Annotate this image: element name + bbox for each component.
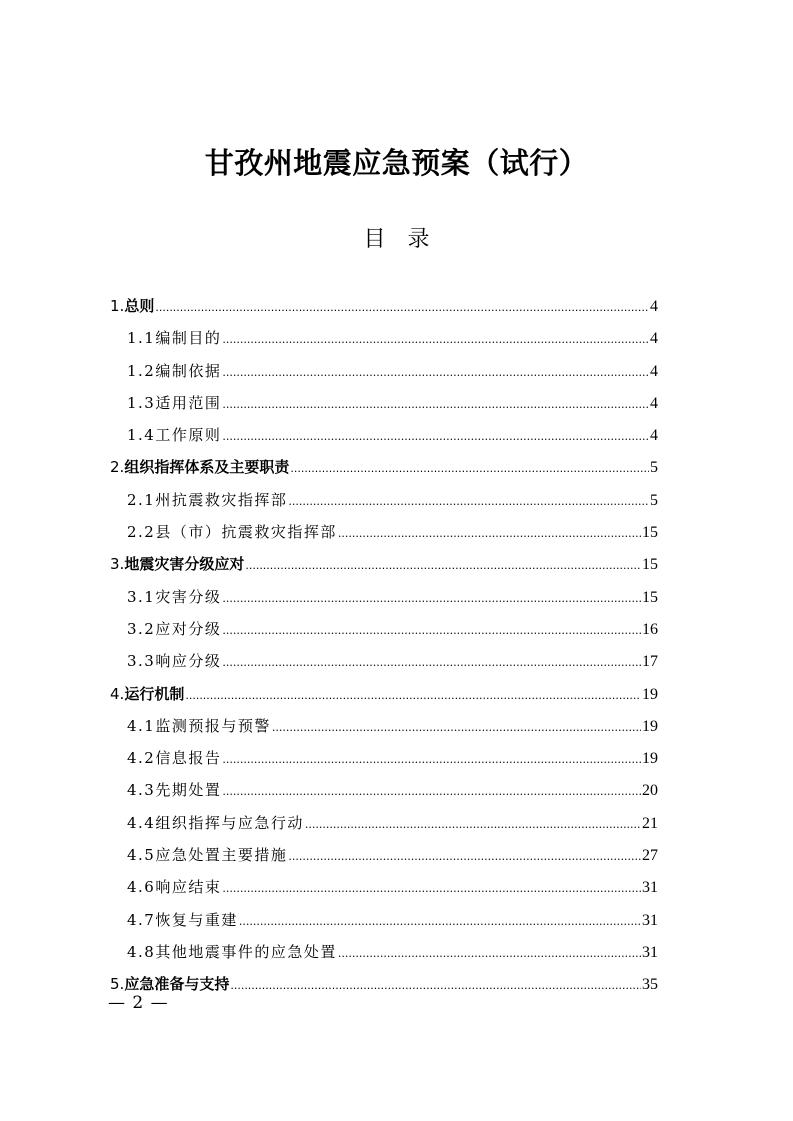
toc-entry-title: 州抗震救灾指挥部 [155,490,288,509]
toc-entry-page: 35 [642,976,658,994]
toc-section-entry[interactable] [110,486,658,518]
toc-chapter-entry[interactable] [110,292,658,324]
toc-section-entry[interactable] [110,938,658,970]
toc-heading-char-2: 录 [407,227,430,252]
toc-entry-number: 4.8 [127,942,156,961]
toc-entry-number: 1. [110,297,125,315]
toc-dot-leader [288,843,641,871]
toc-entry-page: 4 [650,330,658,348]
toc-entry-number: 4.6 [127,878,156,897]
toc-entry-title: 其他地震事件的应急处置 [155,942,337,961]
toc-entry-number: 4.2 [127,749,156,768]
toc-entry-number: 3.2 [127,619,156,638]
toc-section-entry[interactable] [110,906,658,938]
toc-dot-leader [222,391,649,419]
toc-entry-number: 1.4 [127,426,156,445]
toc-entry-number: 4.5 [127,846,156,865]
toc-entry-number: 1.2 [127,361,156,380]
toc-chapter-entry[interactable] [110,550,658,582]
toc-dot-leader [222,359,649,387]
toc-dot-leader [155,294,649,322]
toc-section-entry[interactable] [110,776,658,808]
toc-entry-number: 3.3 [127,652,156,671]
toc-entry-page: 31 [642,879,658,897]
toc-entry-title: 恢复与重建 [155,910,238,929]
toc-dot-leader [222,423,649,451]
toc-entry-number: 2. [110,458,125,477]
toc-dot-leader [222,875,641,903]
toc-section-entry[interactable] [110,841,658,873]
table-of-contents [110,292,658,1003]
toc-entry-number: 1.3 [127,393,156,412]
toc-entry-title: 组织指挥与应急行动 [155,813,304,832]
toc-entry-page: 31 [642,911,658,929]
toc-dot-leader [338,940,641,968]
toc-heading-char-1: 目 [363,227,386,252]
toc-dot-leader [222,746,641,774]
toc-entry-number: 2.2 [127,523,156,542]
toc-entry-title: 总则 [124,297,155,315]
toc-section-entry[interactable] [110,421,658,453]
toc-dot-leader [239,908,641,936]
toc-chapter-entry[interactable] [110,453,658,485]
toc-entry-page: 5 [650,459,658,477]
toc-entry-page: 27 [642,847,658,865]
toc-section-entry[interactable] [110,389,658,421]
toc-entry-title: 应急处置主要措施 [155,846,288,865]
toc-section-entry[interactable] [110,518,658,550]
toc-entry-page: 4 [650,427,658,445]
toc-entry-page: 15 [642,524,658,542]
toc-entry-title: 应急准备与支持 [124,975,230,994]
toc-entry-page: 19 [642,750,658,768]
toc-heading [0,224,793,256]
toc-dot-leader [222,649,641,677]
toc-section-entry[interactable] [110,873,658,905]
toc-section-entry[interactable] [110,615,658,647]
toc-entry-number: 2.1 [127,490,156,509]
toc-entry-title: 应对分级 [155,619,222,638]
toc-dot-leader [222,326,649,354]
toc-entry-page: 4 [650,298,658,315]
page-number: — 2 — [108,993,169,1013]
toc-entry-page: 20 [642,782,658,800]
toc-entry-title: 地震灾害分级应对 [124,555,245,574]
toc-entry-title: 响应分级 [155,652,222,671]
toc-entry-title: 运行机制 [124,684,185,703]
toc-entry-page: 16 [642,620,658,638]
toc-dot-leader [222,585,641,613]
toc-dot-leader [245,552,641,580]
toc-section-entry[interactable] [110,357,658,389]
toc-entry-page: 15 [642,556,658,574]
toc-entry-page: 31 [642,943,658,961]
toc-entry-number: 4.3 [127,781,156,800]
toc-entry-title: 灾害分级 [155,587,222,606]
toc-entry-page: 5 [650,491,658,509]
toc-entry-title: 监测预报与预警 [155,716,271,735]
toc-entry-page: 15 [642,588,658,606]
toc-entry-title: 编制目的 [155,329,222,348]
toc-entry-number: 4.1 [127,716,156,735]
toc-entry-title: 适用范围 [155,393,222,412]
toc-entry-number: 3. [110,555,125,574]
toc-entry-title: 响应结束 [155,878,222,897]
toc-section-entry[interactable] [110,324,658,356]
toc-entry-title: 组织指挥体系及主要职责 [124,458,290,477]
toc-dot-leader [185,682,641,710]
toc-dot-leader [222,778,641,806]
toc-entry-page: 4 [650,362,658,380]
toc-dot-leader [288,488,649,516]
toc-entry-title: 县（市）抗震救灾指挥部 [155,523,337,542]
toc-entry-number: 5. [110,975,125,994]
toc-entry-number: 3.1 [127,587,156,606]
toc-chapter-entry[interactable] [110,680,658,712]
toc-entry-page: 19 [642,685,658,703]
toc-entry-title: 工作原则 [155,426,222,445]
toc-dot-leader [290,455,649,483]
toc-section-entry[interactable] [110,744,658,776]
toc-section-entry[interactable] [110,712,658,744]
toc-entry-page: 4 [650,394,658,412]
toc-dot-leader [230,972,641,1000]
toc-entry-title: 信息报告 [155,749,222,768]
toc-entry-number: 4.7 [127,910,156,929]
toc-entry-number: 1.1 [127,329,156,348]
toc-dot-leader [272,714,641,742]
toc-section-entry[interactable] [110,647,658,679]
toc-entry-number: 4.4 [127,813,156,832]
document-title: 甘孜州地震应急预案（试行） [204,146,589,180]
toc-entry-page: 21 [642,814,658,832]
toc-dot-leader [222,617,641,645]
toc-entry-page: 17 [642,653,658,671]
toc-chapter-entry[interactable] [110,970,658,1002]
toc-entry-title: 编制依据 [155,361,222,380]
toc-section-entry[interactable] [110,809,658,841]
toc-dot-leader [305,811,641,839]
toc-entry-title: 先期处置 [155,781,222,800]
toc-dot-leader [338,520,641,548]
toc-entry-number: 4. [110,684,125,703]
toc-section-entry[interactable] [110,583,658,615]
toc-entry-page: 19 [642,717,658,735]
